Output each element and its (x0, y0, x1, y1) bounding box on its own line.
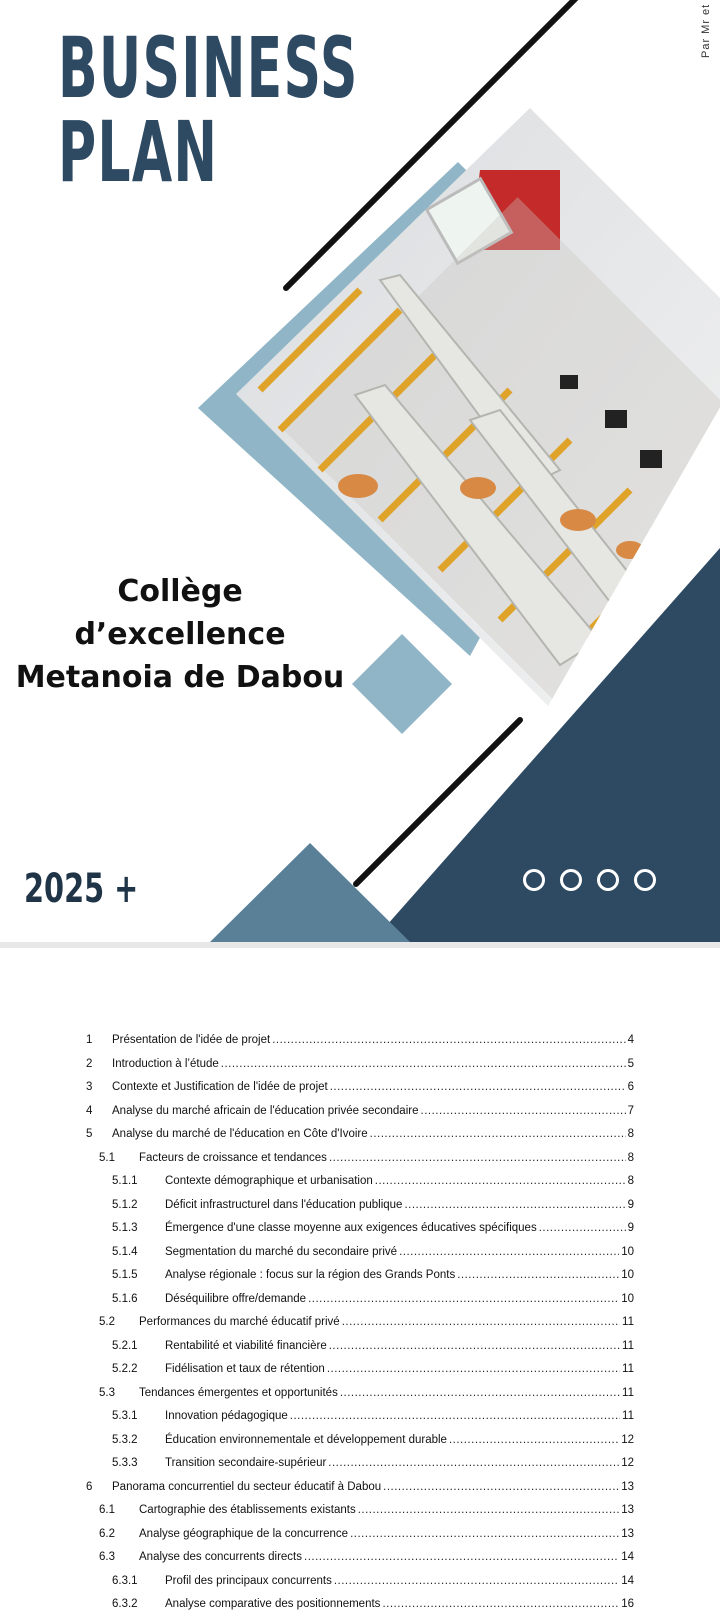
toc-leader-dots (399, 1246, 619, 1258)
toc-entry-number: 3 (86, 1081, 93, 1093)
toc-entry[interactable] (86, 1081, 634, 1105)
toc-leader-dots (539, 1222, 626, 1234)
toc-entry[interactable] (86, 1199, 634, 1223)
year-label: 2025 + (24, 866, 139, 912)
toc-entry-title: Analyse des concurrents directs (139, 1551, 302, 1563)
toc-entry[interactable] (86, 1340, 634, 1364)
toc-entry[interactable] (86, 1387, 634, 1411)
toc-entry-page: 12 (621, 1433, 634, 1446)
toc-entry-page: 11 (622, 1363, 634, 1375)
toc-entry-title: Déséquilibre offre/demande (165, 1292, 307, 1305)
toc-entry-number: 5.2 (99, 1316, 115, 1328)
toc-leader-dots (272, 1034, 625, 1046)
toc-entry-title: Cartographie des établissements existants (139, 1504, 356, 1516)
toc-leader-dots (449, 1434, 619, 1446)
toc-entry-title: Innovation pédagogique (165, 1410, 288, 1422)
toc-entry-number: 6.3 (99, 1551, 115, 1563)
toc-entry[interactable] (86, 1598, 634, 1622)
toc-entry-page: 13 (621, 1504, 634, 1516)
toc-entry-title: Panorama concurrentiel du secteur éducatif à Dabou (112, 1480, 382, 1493)
table-of-contents (86, 1034, 634, 1622)
toc-entry-number: 6.2 (99, 1527, 115, 1540)
toc-entry-page: 10 (621, 1269, 634, 1281)
toc-entry-page: 10 (621, 1292, 634, 1305)
toc-entry[interactable] (86, 1457, 634, 1481)
toc-entry-title: Introduction à l’étude (112, 1057, 219, 1070)
toc-entry-number: 5 (86, 1128, 93, 1140)
toc-entry-title: Analyse comparative des positionnements (165, 1598, 381, 1610)
toc-entry-number: 5.3 (99, 1386, 115, 1399)
toc-entry-page: 8 (627, 1128, 634, 1140)
toc-entry-page: 13 (621, 1527, 634, 1540)
toc-entry-number: 5.1.4 (112, 1245, 138, 1258)
decorative-dots (523, 869, 656, 891)
toc-entry-page: 9 (627, 1222, 634, 1234)
toc-leader-dots (334, 1575, 619, 1587)
toc-entry-page: 9 (627, 1198, 634, 1211)
toc-entry[interactable] (86, 1222, 634, 1246)
toc-entry-title: Rentabilité et viabilité financière (165, 1339, 327, 1352)
circle-icon (597, 869, 619, 891)
toc-entry-title: Émergence d'une classe moyenne aux exigences éducatives spécifiques (165, 1222, 537, 1234)
toc-entry-page: 5 (627, 1057, 634, 1070)
toc-entry-number: 5.1.3 (112, 1222, 138, 1234)
toc-leader-dots (327, 1363, 620, 1375)
school-name-line3: Metanoia de Dabou (15, 660, 345, 695)
toc-entry-number: 6 (86, 1480, 93, 1493)
toc-entry-title: Contexte et Justification de l'idée de projet (112, 1081, 328, 1093)
toc-entry-number: 1 (86, 1034, 93, 1046)
toc-leader-dots (382, 1598, 619, 1610)
toc-entry[interactable] (86, 1152, 634, 1176)
toc-leader-dots (329, 1340, 620, 1352)
toc-entry-title: Analyse du marché de l'éducation en Côte d'Ivoire (112, 1128, 368, 1140)
toc-entry-page: 12 (621, 1457, 634, 1469)
toc-entry[interactable] (86, 1058, 634, 1082)
toc-entry-number: 5.1.6 (112, 1292, 138, 1305)
school-name-line2: d’excellence (74, 617, 286, 652)
toc-entry[interactable] (86, 1034, 634, 1058)
toc-entry-title: Contexte démographique et urbanisation (165, 1175, 373, 1187)
toc-entry-page: 7 (627, 1104, 634, 1117)
toc-entry-page: 4 (627, 1034, 634, 1046)
toc-entry-page: 11 (622, 1339, 634, 1352)
toc-entry[interactable] (86, 1481, 634, 1505)
toc-entry-title: Performances du marché éducatif privé (139, 1316, 340, 1328)
toc-leader-dots (340, 1387, 620, 1399)
toc-entry-number: 4 (86, 1104, 93, 1117)
toc-entry-number: 5.3.1 (112, 1410, 138, 1422)
circle-icon (523, 869, 545, 891)
toc-entry-page: 8 (627, 1151, 634, 1164)
toc-entry-page: 11 (622, 1410, 634, 1422)
toc-entry[interactable] (86, 1551, 634, 1575)
toc-leader-dots (308, 1293, 619, 1305)
toc-entry[interactable] (86, 1575, 634, 1599)
toc-entry-number: 6.1 (99, 1504, 115, 1516)
school-name-line1: Collège (117, 574, 243, 609)
toc-entry-number: 5.1.2 (112, 1198, 138, 1211)
toc-page (0, 948, 720, 1612)
toc-entry[interactable] (86, 1105, 634, 1129)
toc-entry-page: 16 (621, 1598, 634, 1610)
toc-entry-page: 14 (621, 1574, 634, 1587)
toc-entry-title: Transition secondaire-supérieur (165, 1457, 327, 1469)
toc-entry-number: 6.3.1 (112, 1574, 138, 1587)
toc-entry[interactable] (86, 1316, 634, 1340)
toc-entry[interactable] (86, 1293, 634, 1317)
toc-leader-dots (329, 1152, 626, 1164)
toc-entry-number: 6.3.2 (112, 1598, 138, 1610)
toc-entry-title: Déficit infrastructurel dans l'éducation publique (165, 1198, 403, 1211)
toc-leader-dots (375, 1175, 626, 1187)
toc-entry[interactable] (86, 1410, 634, 1434)
toc-entry[interactable] (86, 1528, 634, 1552)
toc-leader-dots (370, 1128, 626, 1140)
toc-entry-title: Profil des principaux concurrents (165, 1574, 332, 1587)
toc-entry-number: 5.2.1 (112, 1339, 138, 1352)
toc-leader-dots (404, 1199, 625, 1211)
toc-entry[interactable] (86, 1363, 634, 1387)
toc-entry[interactable] (86, 1175, 634, 1199)
toc-entry-title: Fidélisation et taux de rétention (165, 1363, 325, 1375)
toc-entry-title: Tendances émergentes et opportunités (139, 1386, 338, 1399)
toc-entry-title: Facteurs de croissance et tendances (139, 1151, 327, 1164)
toc-leader-dots (290, 1410, 620, 1422)
toc-leader-dots (457, 1269, 619, 1281)
toc-entry[interactable] (86, 1434, 634, 1458)
toc-leader-dots (342, 1316, 620, 1328)
toc-entry-number: 5.3.2 (112, 1433, 138, 1446)
toc-leader-dots (350, 1528, 619, 1540)
toc-entry-number: 5.1 (99, 1151, 115, 1164)
toc-entry-title: Analyse régionale : focus sur la région des Grands Ponts (165, 1269, 456, 1281)
toc-leader-dots (358, 1504, 620, 1516)
toc-entry-title: Segmentation du marché du secondaire privé (165, 1245, 398, 1258)
toc-entry-title: Présentation de l'idée de projet (112, 1034, 271, 1046)
circle-icon (560, 869, 582, 891)
toc-leader-dots (221, 1058, 626, 1070)
toc-entry-title: Analyse du marché africain de l'éducation privée secondaire (112, 1104, 419, 1117)
small-diamond (352, 634, 452, 734)
toc-entry-page: 11 (622, 1316, 634, 1328)
toc-leader-dots (383, 1481, 619, 1493)
school-name (0, 570, 360, 699)
toc-entry[interactable] (86, 1128, 634, 1152)
toc-entry-page: 13 (621, 1480, 634, 1493)
toc-entry-number: 5.1.5 (112, 1269, 138, 1281)
toc-leader-dots (421, 1105, 626, 1117)
circle-icon (634, 869, 656, 891)
toc-entry-number: 5.1.1 (112, 1175, 138, 1187)
toc-entry-title: Analyse géographique de la concurrence (139, 1527, 349, 1540)
author-text: Par Mr et (700, 3, 712, 58)
toc-entry-number: 5.2.2 (112, 1363, 138, 1375)
toc-entry-number: 5.3.3 (112, 1457, 138, 1469)
title-business: BUSINESS (58, 19, 359, 117)
toc-leader-dots (330, 1081, 626, 1093)
toc-entry-title: Éducation environnementale et développement durable (165, 1433, 447, 1446)
toc-entry-number: 2 (86, 1057, 93, 1070)
toc-entry-page: 10 (621, 1245, 634, 1258)
toc-entry-page: 6 (627, 1081, 634, 1093)
toc-entry[interactable] (86, 1269, 634, 1293)
toc-entry[interactable] (86, 1504, 634, 1528)
toc-leader-dots (328, 1457, 619, 1469)
toc-leader-dots (304, 1551, 619, 1563)
toc-entry[interactable] (86, 1246, 634, 1270)
toc-entry-page: 11 (622, 1386, 634, 1399)
toc-entry-page: 8 (627, 1175, 634, 1187)
toc-entry-page: 14 (621, 1551, 634, 1563)
title-plan: PLAN (58, 103, 219, 201)
